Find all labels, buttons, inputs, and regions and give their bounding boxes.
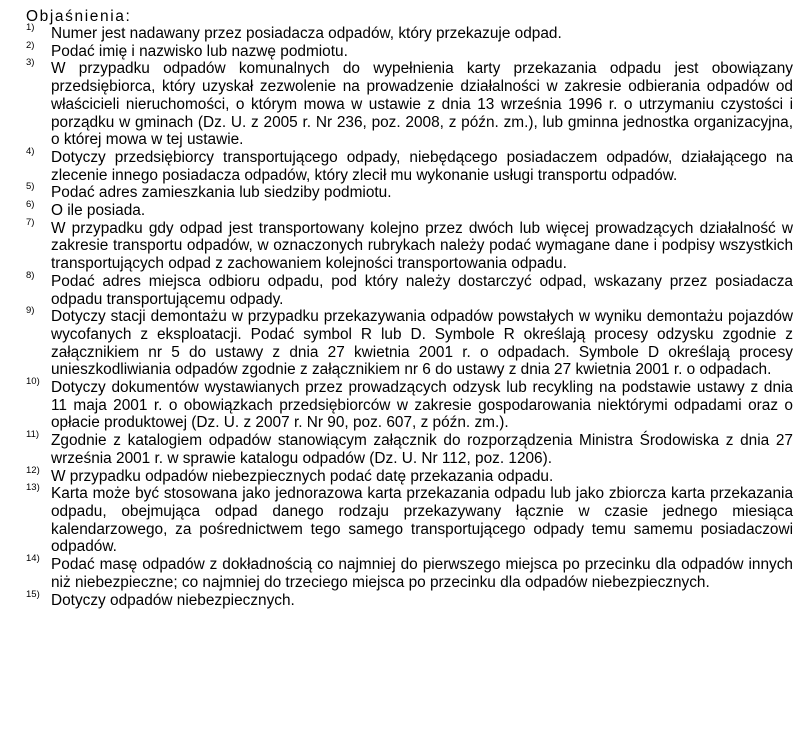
explanations-heading: Objaśnienia: [26,8,132,25]
footnote-number: 10) [26,376,40,388]
footnote-8 [26,269,793,308]
footnote-text: Zgodnie z katalogiem odpadów stanowiącym załącznik do rozporządzenia Ministra Środowiska z dnia 27 września 2001 r. w sprawie katalogu odpadów (Dz. U. Nr 112, poz. 1206). [51,432,793,467]
footnote-9 [26,305,793,379]
footnote-14 [26,553,793,591]
footnote-number: 12) [26,464,40,476]
footnote-text: W przypadku odpadów komunalnych do wypełnienia karty przekazania odpadu jest obowiązany przedsiębiorca, który uzyskał zezwolenie na prowadzenie działalności w zakresie odbierania odpadów od właścicieli nieruchomości, o którym mowa w ustawie z dnia 13 września 1996 r. o utrzymaniu czystości i porządku w gminach (Dz. U. z 2005 r. Nr 236, poz. 2008, z późn. zm.), lub gminna jednostka organizacyjna, o której mowa w tej ustawie. [51,60,793,149]
footnote-3 [26,57,793,149]
footnote-text: Podać adres zamieszkania lub siedziby podmiotu. [51,184,392,202]
footnote-11 [26,429,793,467]
footnote-number: 8) [26,269,35,281]
footnote-list [26,22,793,609]
footnote-10 [26,376,793,432]
footnote-number: 11) [26,429,40,441]
footnote-text: Podać adres miejsca odbioru odpadu, pod który należy dostarczyć odpad, wskazany przez posiadacza odpadu transportującemu odpady. [51,272,793,308]
footnote-text: Dotyczy odpadów niebezpiecznych. [51,591,295,609]
footnote-number: 1) [26,22,35,33]
footnote-text: Numer jest nadawany przez posiadacza odpadów, który przekazuje odpad. [51,25,562,42]
footnote-text: Karta może być stosowana jako jednorazowa karta przekazania odpadu lub jako zbiorcza karta przekazania odpadu, obejmująca odpad danego rodzaju przekazywany łącznie w czasie jednego miesiąca kalendarzowego, za pośrednictwem tego samego transportującego odpady temu samemu posiadaczowi odpadów. [51,485,793,556]
footnote-13 [26,482,793,556]
footnote-text: W przypadku gdy odpad jest transportowany kolejno przez dwóch lub więcej prowadzących działalność w zakresie transportu odpadów, w oznaczonych rubrykach należy podać wymagane dane i podpisy wszystkich transportujących odpad z zachowaniem kolejności transportowania odpadu. [51,219,793,273]
footnote-text: W przypadku odpadów niebezpiecznych podać datę przekazania odpadu. [51,467,554,485]
footnote-text: Dotyczy przedsiębiorcy transportującego odpady, niebędącego posiadaczem odpadów, działającego na zlecenie innego posiadacza odpadów, który zlecił mu wykonanie usługi transportu odpadów. [51,148,793,184]
footnote-text: Dotyczy stacji demontażu w przypadku przekazywania odpadów powstałych w wyniku demontażu pojazdów wycofanych z eksploatacji. Podać symbol R lub D. Symbole R określają procesy odzysku zgodnie z załącznikiem nr 5 do ustawy z dnia 27 kwietnia 2001 r. o odpadach. Symbole D określają procesy unieszkodliwiania odpadów zgodnie z załącznikiem nr 6 do ustawy z dnia 27 kwietnia 2001 r. o odpadach. [51,308,793,379]
footnote-text: Podać masę odpadów z dokładnością co najmniej do pierwszego miejsca po przecinku dla odpadów innych niż niebezpieczne; co najmniej do trzeciego miejsca po przecinku dla odpadów niebezpiecznych. [51,556,793,591]
footnote-text: Podać imię i nazwisko lub nazwę podmiotu. [51,42,348,60]
footnote-text: Dotyczy dokumentów wystawianych przez prowadzących odzysk lub recykling na podstawie ustawy z dnia 11 maja 2001 r. o obowiązkach przedsiębiorców w zakresie gospodarowania niektórymi odpadami oraz o opłacie produktowej (Dz. U. z 2007 r. Nr 90, poz. 607, z późn. zm.). [51,379,793,432]
footnote-number: 2) [26,39,35,51]
footnote-5 [26,181,793,202]
footnote-15 [26,588,793,610]
footnote-2 [26,39,793,61]
footnote-number: 7) [26,216,35,228]
footnote-number: 4) [26,145,35,157]
footnote-text: O ile posiada. [51,202,146,220]
footnote-7 [26,216,793,273]
footnote-number: 15) [26,588,40,600]
footnote-number: 6) [26,199,35,211]
footnote-number: 3) [26,57,35,69]
footnote-1 [26,22,793,43]
footnote-6 [26,199,793,220]
footnote-number: 14) [26,553,40,565]
footnote-number: 13) [26,482,40,494]
footnote-4 [26,145,793,184]
footnote-number: 5) [26,181,35,193]
footnote-number: 9) [26,305,35,317]
footnote-12 [26,464,793,486]
